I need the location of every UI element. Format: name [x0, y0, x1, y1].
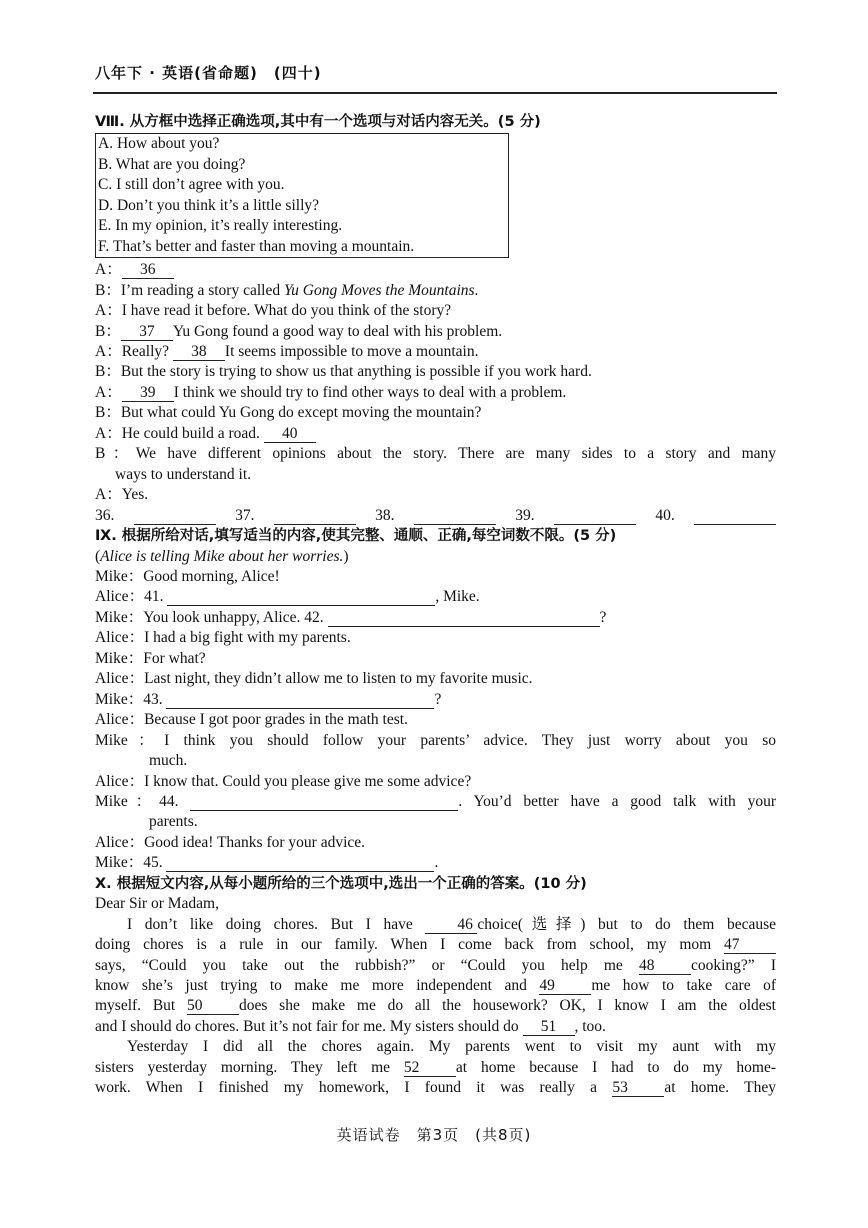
text-segment: cooking?” I [690, 956, 777, 974]
page-footer: 英语试卷 第3页 (共8页) [336, 1126, 532, 1144]
answer-blank[interactable]: 46 [425, 917, 477, 934]
text-line [95, 506, 776, 526]
text-segment: B：But what could Yu Gong do except moving the mountain? [95, 404, 482, 422]
text-line [95, 792, 776, 812]
text-line [95, 547, 776, 567]
answer-blank[interactable]: 52 [404, 1060, 456, 1077]
text-line [95, 976, 776, 996]
answer-blank[interactable]: 51 [523, 1019, 575, 1036]
text-segment: B： [95, 322, 121, 340]
text-line [95, 751, 776, 771]
text-line [95, 1058, 776, 1078]
text-line [95, 567, 776, 587]
exam-lines [95, 260, 776, 1099]
text-segment: 36. [95, 506, 134, 524]
text-line [95, 628, 776, 648]
text-line [95, 424, 776, 444]
text-segment: doing chores is a rule in our family. When I come back from school, my mom [95, 936, 724, 954]
option-f: F. That’s better and faster than moving a mountain. [98, 237, 415, 255]
text-segment: Mike：I think you should follow your parents’ advice. They just worry about you so [95, 731, 776, 749]
text-segment: know she’s just trying to make me more independent and [95, 977, 540, 995]
section-8-heading: Ⅷ. 从方框中选择正确选项,其中有一个选项与对话内容无关。(5 分) [95, 114, 541, 130]
answer-blank[interactable]: 50 [187, 998, 239, 1015]
text-line [95, 935, 776, 955]
answer-blank[interactable]: 53 [612, 1080, 664, 1097]
answer-blank[interactable]: 40 [264, 426, 316, 443]
text-segment: Yu Gong found a good way to deal with his problem. [172, 322, 503, 340]
option-d: D. Don’t you think it’s a little silly? [98, 196, 320, 214]
answer-blank[interactable] [554, 508, 636, 525]
text-segment: . You’d better have a good talk with your [458, 792, 776, 810]
text-segment: 38. [355, 506, 414, 524]
answer-blank[interactable]: 48 [639, 958, 691, 975]
text-line [95, 342, 776, 362]
text-line [95, 465, 776, 485]
text-line [95, 485, 776, 505]
options-box [95, 133, 509, 258]
text-line [95, 322, 776, 342]
text-line [95, 1078, 776, 1098]
text-line [95, 853, 776, 873]
text-segment: myself. But [95, 997, 187, 1015]
answer-blank[interactable] [190, 794, 458, 811]
section-heading [95, 874, 776, 894]
text-segment: Alice：Good idea! Thanks for your advice. [95, 833, 366, 851]
text-segment: Alice：Last night, they didn’t allow me to listen to my favorite music. [95, 670, 533, 688]
answer-blank[interactable]: 36 [122, 262, 174, 279]
text-segment: , Mike. [435, 588, 480, 606]
text-segment: parents. [149, 813, 198, 831]
text-segment: Mike：For what? [95, 649, 206, 667]
text-line [95, 956, 776, 976]
answer-blank[interactable] [414, 508, 496, 525]
text-line [95, 669, 776, 689]
answer-blank[interactable] [166, 692, 434, 709]
text-segment: Mike：44. [95, 792, 191, 810]
answer-blank[interactable]: 37 [121, 324, 173, 341]
text-segment: Dear Sir or Madam, [95, 895, 219, 913]
text-segment: 40. [635, 506, 695, 524]
text-segment: A：I have read it before. What do you think of the story? [95, 302, 452, 320]
text-segment: I think we should try to find other ways to deal with a problem. [173, 383, 567, 401]
text-line [95, 403, 776, 423]
text-line [95, 1037, 776, 1057]
text-line [95, 444, 776, 464]
answer-blank[interactable] [134, 508, 216, 525]
italic-text: Alice is telling Mike about her worries. [100, 547, 344, 565]
text-line [95, 362, 776, 382]
page-header: 八年下 · 英语(省命题) (四十) [95, 64, 322, 82]
answer-blank[interactable] [274, 508, 356, 525]
text-segment: Mike：Good morning, Alice! [95, 567, 280, 585]
text-segment: 39. [495, 506, 554, 524]
text-segment: A：Yes. [95, 486, 149, 504]
text-segment: Mike：45. [95, 854, 167, 872]
text-segment: Mike：43. [95, 690, 167, 708]
answer-blank[interactable]: 49 [539, 978, 591, 995]
answer-blank[interactable] [166, 855, 434, 872]
text-line [95, 915, 776, 935]
text-segment: says, “Could you take out the rubbish?” or “Could you help me [95, 956, 639, 974]
text-segment: and I should do chores. But it’s not fair for me. My sisters should do [95, 1017, 523, 1035]
answer-blank[interactable]: 47 [724, 937, 776, 954]
text-line [95, 731, 776, 751]
text-segment: Alice：Because I got poor grades in the math test. [95, 711, 408, 729]
text-segment: does she make me do all the housework? OK, I know I am the oldest [238, 997, 776, 1015]
text-segment: B：I’m reading a story called [95, 281, 284, 299]
text-segment: . [474, 281, 479, 299]
text-segment: Ⅹ. 根据短文内容,从每小题所给的三个选项中,选出一个正确的答案。(10 分) [95, 875, 587, 892]
text-segment: B：We have different opinions about the story. There are many sides to a story and many [95, 445, 776, 463]
text-segment: Alice：I had a big fight with my parents. [95, 629, 351, 647]
text-segment: Alice：I know that. Could you please give me some advice? [95, 772, 472, 790]
option-b: B. What are you doing? [98, 155, 246, 173]
text-line [95, 833, 776, 853]
section-heading [95, 526, 776, 546]
text-segment: Ⅸ. 根据所给对话,填写适当的内容,使其完整、通顺、正确,每空词数不限。(5 分) [95, 528, 617, 545]
text-segment: ? [434, 690, 442, 708]
text-line [95, 690, 776, 710]
text-segment: ( [95, 547, 101, 565]
answer-blank[interactable]: 39 [122, 385, 174, 402]
text-segment: It seems impossible to move a mountain. [224, 342, 479, 360]
text-segment: A：Really? [95, 342, 173, 360]
text-segment: work. When I finished my homework, I found it was really a [95, 1079, 613, 1097]
text-segment: Yesterday I did all the chores again. My parents went to visit my aunt with my [127, 1038, 776, 1056]
text-segment: ? [599, 608, 607, 626]
text-line [95, 812, 776, 832]
text-segment: A： [95, 261, 122, 279]
text-line [95, 608, 776, 628]
option-c: C. I still don’t agree with you. [98, 176, 285, 194]
text-segment: A： [95, 383, 122, 401]
text-line [95, 301, 776, 321]
text-segment: , too. [574, 1017, 606, 1035]
option-e: E. In my opinion, it’s really interesting. [98, 217, 343, 235]
text-line [95, 1017, 776, 1037]
text-line [95, 996, 776, 1016]
answer-blank[interactable]: 38 [173, 344, 225, 361]
text-segment: I don’t like doing chores. But I have [127, 915, 426, 933]
text-line [95, 383, 776, 403]
text-segment: . [434, 854, 439, 872]
text-segment: much. [149, 752, 188, 770]
answer-blank[interactable] [694, 508, 776, 525]
text-line [95, 649, 776, 669]
text-segment: at home. They [664, 1079, 776, 1097]
text-segment: choice(选择) but to do them because [477, 915, 776, 933]
text-segment: me how to take care of [591, 977, 777, 995]
text-segment: 37. [215, 506, 274, 524]
text-line [95, 710, 776, 730]
text-segment: Mike：You look unhappy, Alice. 42. [95, 608, 328, 626]
text-segment: sisters yesterday morning. They left me [95, 1058, 404, 1076]
text-segment: at home because I had to do my home- [455, 1058, 776, 1076]
header-rule [93, 92, 777, 94]
answer-blank[interactable] [328, 610, 600, 627]
option-a: A. How about you? [98, 135, 220, 153]
text-line [95, 587, 776, 607]
italic-text: Yu Gong Moves the Mountains [283, 281, 475, 299]
text-segment: A：He could build a road. [95, 424, 264, 442]
text-line [95, 772, 776, 792]
text-segment: ) [343, 547, 349, 565]
text-line [95, 260, 776, 280]
text-segment: B：But the story is trying to show us that anything is possible if you work hard. [95, 363, 592, 381]
answer-blank[interactable] [167, 589, 435, 606]
text-segment: ways to understand it. [115, 465, 252, 483]
exam-content [95, 112, 776, 1099]
text-line [95, 894, 776, 914]
text-line [95, 281, 776, 301]
text-segment: Alice：41. [95, 588, 168, 606]
